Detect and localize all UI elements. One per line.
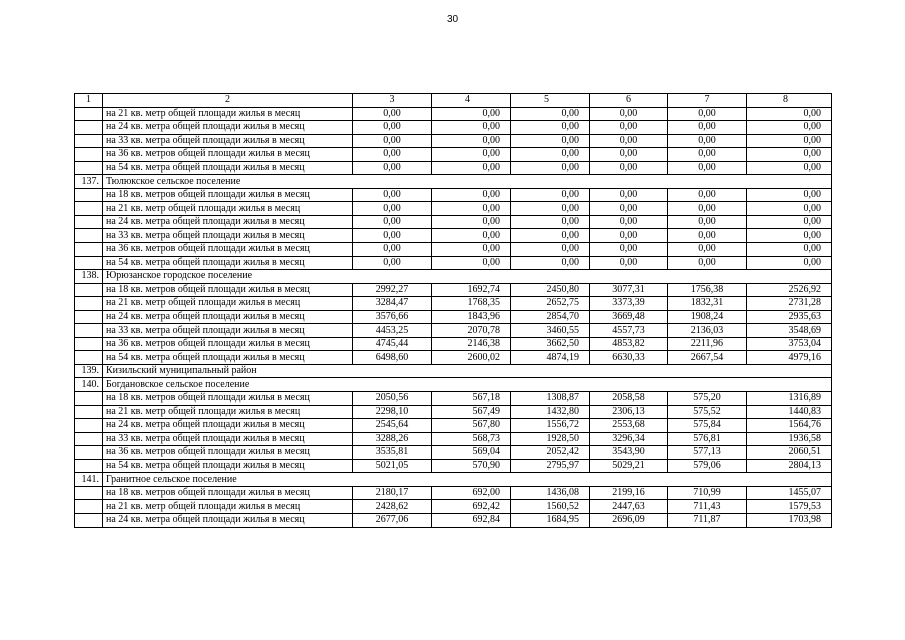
value-cell: 1768,35 — [432, 297, 511, 311]
value-cell: 2447,63 — [590, 500, 668, 514]
value-cell: 0,00 — [511, 121, 590, 135]
value-cell: 0,00 — [432, 161, 511, 175]
row-label: на 33 кв. метра общей площади жилья в месяц — [103, 324, 353, 338]
section-title: Тюлюкское сельское поселение — [103, 175, 832, 189]
row-number — [75, 405, 103, 419]
value-cell: 5021,05 — [353, 459, 432, 473]
row-label: на 21 кв. метр общей площади жилья в месяц — [103, 107, 353, 121]
section-row — [75, 364, 832, 378]
row-number — [75, 337, 103, 351]
table-row — [75, 486, 832, 500]
value-cell: 0,00 — [511, 134, 590, 148]
value-cell: 710,99 — [668, 486, 747, 500]
value-cell: 1692,74 — [432, 283, 511, 297]
value-cell: 0,00 — [747, 243, 832, 257]
value-cell: 2545,64 — [353, 419, 432, 433]
value-cell: 1455,07 — [747, 486, 832, 500]
value-cell: 2199,16 — [590, 486, 668, 500]
row-label: на 54 кв. метра общей площади жилья в месяц — [103, 351, 353, 365]
row-number — [75, 121, 103, 135]
row-number: 137. — [75, 175, 103, 189]
column-header: 4 — [432, 94, 511, 108]
value-cell: 0,00 — [668, 215, 747, 229]
row-number — [75, 446, 103, 460]
table-row — [75, 202, 832, 216]
value-cell: 2992,27 — [353, 283, 432, 297]
value-cell: 0,00 — [590, 134, 668, 148]
value-cell: 0,00 — [747, 215, 832, 229]
section-row — [75, 175, 832, 189]
table-row — [75, 324, 832, 338]
value-cell: 1432,80 — [511, 405, 590, 419]
value-cell: 0,00 — [590, 148, 668, 162]
value-cell: 0,00 — [432, 243, 511, 257]
table-row — [75, 243, 832, 257]
value-cell: 0,00 — [353, 215, 432, 229]
value-cell: 0,00 — [511, 161, 590, 175]
value-cell: 1684,95 — [511, 513, 590, 527]
value-cell: 0,00 — [353, 134, 432, 148]
row-label: на 54 кв. метра общей площади жилья в месяц — [103, 161, 353, 175]
value-cell: 2060,51 — [747, 446, 832, 460]
row-label: на 54 кв. метра общей площади жилья в месяц — [103, 256, 353, 270]
value-cell: 2667,54 — [668, 351, 747, 365]
table-row — [75, 500, 832, 514]
row-number — [75, 310, 103, 324]
value-cell: 0,00 — [432, 134, 511, 148]
value-cell: 0,00 — [353, 121, 432, 135]
value-cell: 567,49 — [432, 405, 511, 419]
table-row — [75, 459, 832, 473]
value-cell: 3548,69 — [747, 324, 832, 338]
value-cell: 570,90 — [432, 459, 511, 473]
value-cell: 0,00 — [747, 107, 832, 121]
table-row — [75, 351, 832, 365]
value-cell: 0,00 — [747, 134, 832, 148]
value-cell: 0,00 — [747, 202, 832, 216]
row-number — [75, 243, 103, 257]
value-cell: 0,00 — [747, 121, 832, 135]
row-label: на 21 кв. метр общей площади жилья в месяц — [103, 202, 353, 216]
row-number — [75, 161, 103, 175]
table-row — [75, 215, 832, 229]
row-number — [75, 432, 103, 446]
value-cell: 0,00 — [668, 243, 747, 257]
table-row — [75, 337, 832, 351]
value-cell: 1560,52 — [511, 500, 590, 514]
tariff-table — [74, 93, 832, 528]
value-cell: 0,00 — [432, 107, 511, 121]
value-cell: 2731,28 — [747, 297, 832, 311]
value-cell: 0,00 — [432, 256, 511, 270]
value-cell: 0,00 — [590, 107, 668, 121]
column-header: 2 — [103, 94, 353, 108]
value-cell: 0,00 — [432, 215, 511, 229]
value-cell: 1832,31 — [668, 297, 747, 311]
value-cell: 4874,19 — [511, 351, 590, 365]
value-cell: 2180,17 — [353, 486, 432, 500]
value-cell: 2058,58 — [590, 392, 668, 406]
table-row — [75, 229, 832, 243]
row-label: на 33 кв. метра общей площади жилья в месяц — [103, 432, 353, 446]
row-label: на 21 кв. метр общей площади жилья в месяц — [103, 297, 353, 311]
row-number: 138. — [75, 270, 103, 284]
value-cell: 6498,60 — [353, 351, 432, 365]
value-cell: 4979,16 — [747, 351, 832, 365]
value-cell: 576,81 — [668, 432, 747, 446]
value-cell: 2136,03 — [668, 324, 747, 338]
value-cell: 0,00 — [511, 188, 590, 202]
value-cell: 2804,13 — [747, 459, 832, 473]
value-cell: 2052,42 — [511, 446, 590, 460]
value-cell: 0,00 — [668, 134, 747, 148]
table-row — [75, 188, 832, 202]
value-cell: 3296,34 — [590, 432, 668, 446]
value-cell: 0,00 — [432, 148, 511, 162]
value-cell: 2070,78 — [432, 324, 511, 338]
value-cell: 0,00 — [590, 188, 668, 202]
value-cell: 0,00 — [353, 229, 432, 243]
value-cell: 0,00 — [668, 229, 747, 243]
table-row — [75, 310, 832, 324]
value-cell: 579,06 — [668, 459, 747, 473]
value-cell: 5029,21 — [590, 459, 668, 473]
value-cell: 1579,53 — [747, 500, 832, 514]
row-number: 140. — [75, 378, 103, 392]
value-cell: 0,00 — [668, 107, 747, 121]
value-cell: 2696,09 — [590, 513, 668, 527]
value-cell: 0,00 — [511, 107, 590, 121]
table-row — [75, 446, 832, 460]
value-cell: 0,00 — [353, 188, 432, 202]
value-cell: 692,84 — [432, 513, 511, 527]
row-number — [75, 202, 103, 216]
row-number — [75, 324, 103, 338]
value-cell: 4453,25 — [353, 324, 432, 338]
value-cell: 692,42 — [432, 500, 511, 514]
value-cell: 2600,02 — [432, 351, 511, 365]
column-header: 1 — [75, 94, 103, 108]
value-cell: 2677,06 — [353, 513, 432, 527]
table-row — [75, 256, 832, 270]
value-cell: 2306,13 — [590, 405, 668, 419]
value-cell: 2526,92 — [747, 283, 832, 297]
row-label: на 24 кв. метра общей площади жилья в месяц — [103, 121, 353, 135]
value-cell: 4745,44 — [353, 337, 432, 351]
value-cell: 2450,80 — [511, 283, 590, 297]
row-number — [75, 188, 103, 202]
row-label: на 18 кв. метров общей площади жилья в месяц — [103, 188, 353, 202]
section-title: Гранитное сельское поселение — [103, 473, 832, 487]
row-number — [75, 148, 103, 162]
row-number — [75, 486, 103, 500]
value-cell: 3753,04 — [747, 337, 832, 351]
value-cell: 0,00 — [668, 161, 747, 175]
row-label: на 36 кв. метров общей площади жилья в месяц — [103, 446, 353, 460]
column-header: 5 — [511, 94, 590, 108]
table-row — [75, 432, 832, 446]
value-cell: 567,80 — [432, 419, 511, 433]
section-title: Кизильский муниципальный район — [103, 364, 832, 378]
row-number — [75, 107, 103, 121]
row-number — [75, 459, 103, 473]
value-cell: 0,00 — [668, 121, 747, 135]
table-row — [75, 283, 832, 297]
value-cell: 2298,10 — [353, 405, 432, 419]
value-cell: 2050,56 — [353, 392, 432, 406]
table-row — [75, 107, 832, 121]
value-cell: 0,00 — [353, 148, 432, 162]
value-cell: 1436,08 — [511, 486, 590, 500]
column-header: 6 — [590, 94, 668, 108]
value-cell: 0,00 — [511, 202, 590, 216]
value-cell: 4557,73 — [590, 324, 668, 338]
value-cell: 0,00 — [353, 107, 432, 121]
row-number — [75, 134, 103, 148]
value-cell: 1756,38 — [668, 283, 747, 297]
value-cell: 711,87 — [668, 513, 747, 527]
row-label: на 21 кв. метр общей площади жилья в месяц — [103, 500, 353, 514]
value-cell: 2553,68 — [590, 419, 668, 433]
row-number — [75, 392, 103, 406]
value-cell: 575,52 — [668, 405, 747, 419]
section-title: Юрюзанское городское поселение — [103, 270, 832, 284]
value-cell: 3576,66 — [353, 310, 432, 324]
row-number — [75, 283, 103, 297]
value-cell: 1928,50 — [511, 432, 590, 446]
value-cell: 6630,33 — [590, 351, 668, 365]
table-row — [75, 121, 832, 135]
section-title: Богдановское сельское поселение — [103, 378, 832, 392]
value-cell: 0,00 — [747, 161, 832, 175]
row-label: на 24 кв. метра общей площади жилья в месяц — [103, 419, 353, 433]
value-cell: 0,00 — [747, 256, 832, 270]
row-number — [75, 215, 103, 229]
table-row — [75, 134, 832, 148]
value-cell: 3077,31 — [590, 283, 668, 297]
row-number — [75, 500, 103, 514]
value-cell: 1908,24 — [668, 310, 747, 324]
section-row — [75, 473, 832, 487]
value-cell: 0,00 — [511, 243, 590, 257]
value-cell: 2935,63 — [747, 310, 832, 324]
table-row — [75, 297, 832, 311]
value-cell: 1316,89 — [747, 392, 832, 406]
table-row — [75, 513, 832, 527]
value-cell: 2652,75 — [511, 297, 590, 311]
column-header-row — [75, 94, 832, 108]
value-cell: 0,00 — [511, 229, 590, 243]
table-row — [75, 419, 832, 433]
value-cell: 3288,26 — [353, 432, 432, 446]
row-label: на 33 кв. метра общей площади жилья в месяц — [103, 229, 353, 243]
row-label: на 54 кв. метра общей площади жилья в месяц — [103, 459, 353, 473]
value-cell: 2428,62 — [353, 500, 432, 514]
value-cell: 3535,81 — [353, 446, 432, 460]
value-cell: 0,00 — [353, 256, 432, 270]
value-cell: 575,84 — [668, 419, 747, 433]
value-cell: 0,00 — [590, 161, 668, 175]
value-cell: 568,73 — [432, 432, 511, 446]
row-label: на 21 кв. метр общей площади жилья в месяц — [103, 405, 353, 419]
value-cell: 3662,50 — [511, 337, 590, 351]
value-cell: 0,00 — [432, 202, 511, 216]
value-cell: 1936,58 — [747, 432, 832, 446]
value-cell: 0,00 — [432, 188, 511, 202]
column-header: 3 — [353, 94, 432, 108]
value-cell: 0,00 — [432, 121, 511, 135]
value-cell: 1703,98 — [747, 513, 832, 527]
column-header: 7 — [668, 94, 747, 108]
value-cell: 0,00 — [668, 188, 747, 202]
value-cell: 3669,48 — [590, 310, 668, 324]
row-label: на 36 кв. метров общей площади жилья в месяц — [103, 148, 353, 162]
value-cell: 3373,39 — [590, 297, 668, 311]
value-cell: 0,00 — [668, 148, 747, 162]
row-number — [75, 229, 103, 243]
value-cell: 0,00 — [668, 256, 747, 270]
value-cell: 1440,83 — [747, 405, 832, 419]
value-cell: 0,00 — [590, 215, 668, 229]
value-cell: 0,00 — [747, 148, 832, 162]
value-cell: 2211,96 — [668, 337, 747, 351]
value-cell: 1843,96 — [432, 310, 511, 324]
value-cell: 2146,38 — [432, 337, 511, 351]
value-cell: 0,00 — [590, 243, 668, 257]
row-number — [75, 256, 103, 270]
value-cell: 0,00 — [590, 202, 668, 216]
section-row — [75, 270, 832, 284]
value-cell: 575,20 — [668, 392, 747, 406]
value-cell: 0,00 — [590, 121, 668, 135]
value-cell: 0,00 — [511, 256, 590, 270]
value-cell: 0,00 — [747, 188, 832, 202]
row-number — [75, 351, 103, 365]
table-body — [75, 94, 832, 528]
row-label: на 24 кв. метра общей площади жилья в месяц — [103, 215, 353, 229]
value-cell: 0,00 — [353, 202, 432, 216]
value-cell: 569,04 — [432, 446, 511, 460]
section-row — [75, 378, 832, 392]
value-cell: 0,00 — [511, 215, 590, 229]
value-cell: 3460,55 — [511, 324, 590, 338]
value-cell: 0,00 — [668, 202, 747, 216]
value-cell: 692,00 — [432, 486, 511, 500]
table-row — [75, 161, 832, 175]
row-number: 141. — [75, 473, 103, 487]
table-row — [75, 405, 832, 419]
value-cell: 0,00 — [353, 161, 432, 175]
value-cell: 2795,97 — [511, 459, 590, 473]
value-cell: 0,00 — [432, 229, 511, 243]
row-label: на 36 кв. метров общей площади жилья в месяц — [103, 243, 353, 257]
value-cell: 0,00 — [353, 243, 432, 257]
row-label: на 18 кв. метров общей площади жилья в месяц — [103, 486, 353, 500]
value-cell: 0,00 — [511, 148, 590, 162]
column-header: 8 — [747, 94, 832, 108]
row-number: 139. — [75, 364, 103, 378]
value-cell: 567,18 — [432, 392, 511, 406]
value-cell: 3284,47 — [353, 297, 432, 311]
value-cell: 711,43 — [668, 500, 747, 514]
row-label: на 24 кв. метра общей площади жилья в месяц — [103, 513, 353, 527]
value-cell: 0,00 — [590, 256, 668, 270]
row-label: на 36 кв. метров общей площади жилья в месяц — [103, 337, 353, 351]
value-cell: 0,00 — [747, 229, 832, 243]
table-row — [75, 148, 832, 162]
value-cell: 1308,87 — [511, 392, 590, 406]
value-cell: 2854,70 — [511, 310, 590, 324]
row-number — [75, 513, 103, 527]
row-number — [75, 419, 103, 433]
value-cell: 4853,82 — [590, 337, 668, 351]
row-label: на 18 кв. метров общей площади жилья в месяц — [103, 392, 353, 406]
value-cell: 1556,72 — [511, 419, 590, 433]
value-cell: 1564,76 — [747, 419, 832, 433]
row-label: на 18 кв. метров общей площади жилья в месяц — [103, 283, 353, 297]
value-cell: 577,13 — [668, 446, 747, 460]
page-number: 30 — [446, 14, 459, 25]
row-label: на 24 кв. метра общей площади жилья в месяц — [103, 310, 353, 324]
value-cell: 3543,90 — [590, 446, 668, 460]
table-row — [75, 392, 832, 406]
row-number — [75, 297, 103, 311]
row-label: на 33 кв. метра общей площади жилья в месяц — [103, 134, 353, 148]
value-cell: 0,00 — [590, 229, 668, 243]
